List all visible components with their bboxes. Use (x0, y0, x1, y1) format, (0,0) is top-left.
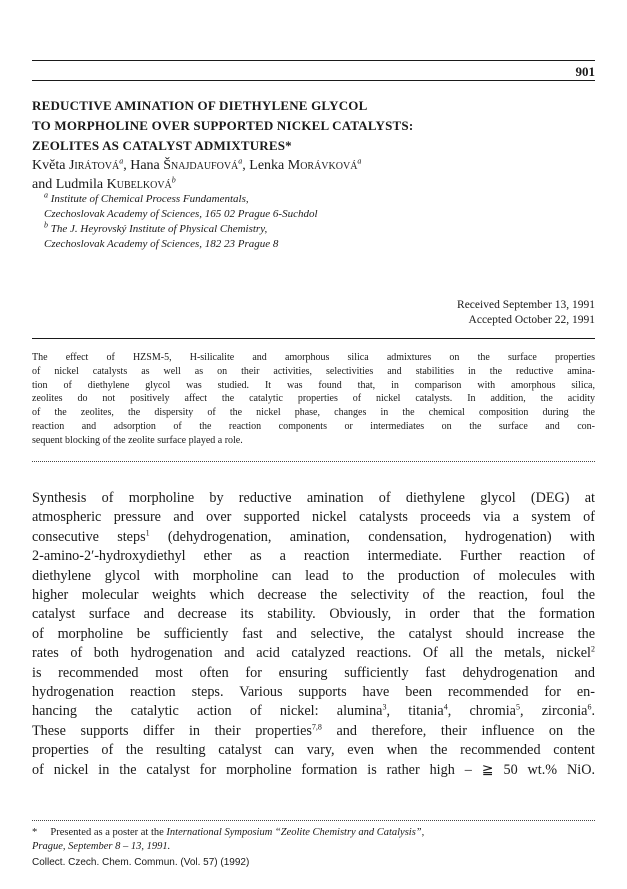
footnote-rule (32, 820, 595, 821)
body-line-15: of nickel in the catalyst for morpholine formation is rather high – ≧ 50 wt.% NiO. (32, 761, 595, 778)
abstract-line-3: tion of diethylene glycol was studied. It was found that, in comparison with amorphous silica, (32, 379, 595, 391)
author-3-first: Lenka (249, 158, 285, 173)
author-1-first: Květa (32, 158, 66, 173)
abstract (32, 351, 595, 448)
title-line-3: ZEOLITES AS CATALYST ADMIXTURES* (32, 138, 292, 153)
author-2-first: Hana (130, 158, 160, 173)
author-4-last: Kubelková (106, 177, 172, 192)
body-line-7: catalyst surface and decrease its stability. Obviously, in order that the formation (32, 606, 595, 623)
affiliation-b-mark: b (44, 220, 48, 230)
body-line-9-a: rates of both hydrogenation and acid catalyzed reactions. Of all the metals, nickel (32, 645, 591, 662)
affiliation-b-line-1 (44, 222, 318, 237)
footnote-line-2 (32, 840, 595, 854)
affiliation-a-mark: a (44, 190, 48, 200)
author-2-affil-mark: a (238, 156, 243, 166)
reference-6: 6 (587, 702, 592, 712)
footnote-line-1 (32, 826, 595, 840)
body-line-12-e: . (591, 703, 595, 720)
reference-1: 1 (145, 528, 150, 538)
affiliations (44, 192, 318, 252)
dates-block (457, 298, 595, 328)
body-line-5: diethylene glycol with morpholine can lead to the production of molecules with (32, 567, 595, 584)
reference-7-8: 7,8 (311, 722, 322, 732)
title-line-1: REDUCTIVE AMINATION OF DIETHYLENE GLYCOL (32, 98, 368, 113)
abstract-bottom-rule (32, 461, 595, 462)
body-line-10: is recommended most often for ensuring sufficiently fast dehydrogenation and (32, 664, 595, 681)
reference-3: 3 (382, 702, 387, 712)
author-1-last: Jirátová (68, 158, 120, 173)
abstract-line-6: reaction and adsorption of the reaction components or intermediates on the surface and con- (32, 420, 595, 432)
body-line-9 (32, 644, 595, 663)
body-line-12 (32, 702, 595, 721)
body-line-14: properties of the resulting catalyst can vary, even when the recommended content (32, 742, 595, 759)
body-line-13 (32, 722, 595, 741)
affiliation-a-text-1: Institute of Chemical Process Fundamentals, (50, 193, 249, 205)
body-line-8: of morpholine be sufficiently fast and selective, the catalyst should increase the (32, 625, 595, 642)
author-line-1: Květa Jirátová$^a$, Hana Šnajdaufová$^a$, Lenka Morávková$^a$ (32, 156, 362, 173)
reference-4: 4 (443, 702, 448, 712)
abstract-top-rule (32, 338, 595, 339)
body-line-12-c: , chromia (447, 703, 516, 720)
author-3-last: Morávková (287, 158, 358, 173)
affiliation-b-line-2: Czechoslovak Academy of Sciences, 182 23 Prague 8 (44, 238, 279, 250)
body-line-6: higher molecular weights which decrease the selectivity of the reaction, foul the (32, 587, 595, 604)
abstract-line-5: of the zeolites, the dispersity of the nickel phase, changes in the chemical composition during the (32, 407, 595, 419)
body-line-12-b: , titania (386, 703, 444, 720)
footnote (32, 826, 595, 854)
body-line-11: hydrogenation reaction steps. Various supports have been recommended for en- (32, 684, 595, 701)
body-line-12-a: hancing the catalytic action of nickel: alumina (32, 703, 383, 720)
body-line-4: 2-amino-2′-hydroxydiethyl ether as a reaction intermediate. Further reaction of (32, 548, 595, 565)
abstract-line-4: zeolites do not positively affect the catalytic properties of nickel catalysts. In addition, the acidity (32, 393, 595, 405)
footnote-text: Presented as a poster at the (50, 827, 167, 838)
author-4-prefix: and Ludmila (32, 177, 104, 192)
body-line-2: atmospheric pressure and over supported nickel catalysts proceeds via a system of (32, 509, 595, 526)
abstract-line-7: sequent blocking of the zeolite surface played a role. (32, 434, 243, 446)
journal-citation: Collect. Czech. Chem. Commun. (Vol. 57) (1992) (32, 857, 250, 868)
author-list (32, 156, 361, 194)
body-line-3-a: consecutive steps (32, 528, 146, 545)
body-line-1: Synthesis of morpholine by reductive amination of diethylene glycol (DEG) at (32, 490, 595, 506)
body-line-13-a: These supports differ in their properties (32, 722, 312, 739)
top-rule (32, 60, 595, 61)
accepted-date: Accepted October 22, 1991 (468, 314, 595, 326)
abstract-line-1: The effect of HZSM-5, H-silicalite and amorphous silica admixtures on the surface properties (32, 352, 595, 363)
page-number: 901 (575, 64, 595, 79)
title-line-2: TO MORPHOLINE OVER SUPPORTED NICKEL CATALYSTS: (32, 118, 414, 133)
body-line-3-b: (dehydrogenation, amination, condensation, hydrogenation) with (149, 528, 596, 545)
body-line-12-d: , zirconia (519, 703, 588, 720)
reference-2: 2 (591, 644, 595, 654)
affiliation-b-text-1: The J. Heyrovský Institute of Physical Chemistry, (50, 223, 268, 235)
footnote-venue: Prague, September 8 – 13, 1991. (32, 841, 171, 852)
author-1-affil-mark: a (119, 156, 124, 166)
received-date: Received September 13, 1991 (457, 299, 595, 311)
footnote-mark: * (32, 827, 38, 838)
reference-5: 5 (515, 702, 520, 712)
body-line-3 (32, 528, 595, 547)
body-text (32, 489, 595, 780)
author-2-last: Šnajdaufová (163, 158, 239, 173)
affiliation-a-line-1 (44, 192, 318, 207)
author-4-affil-mark: b (171, 175, 176, 185)
body-line-13-b: and therefore, their influence on the (321, 722, 595, 739)
author-3-affil-mark: a (357, 156, 362, 166)
article-title (32, 96, 413, 156)
affiliation-a-line-2: Czechoslovak Academy of Sciences, 165 02 Prague 6-Suchdol (44, 208, 318, 220)
abstract-line-2: of nickel catalysts as well as on their activities, selectivities and stabilities in the reductive amina- (32, 365, 595, 377)
header-rule (32, 80, 595, 81)
footnote-symposium: International Symposium “Zeolite Chemistry and Catalysis”, (166, 827, 425, 838)
